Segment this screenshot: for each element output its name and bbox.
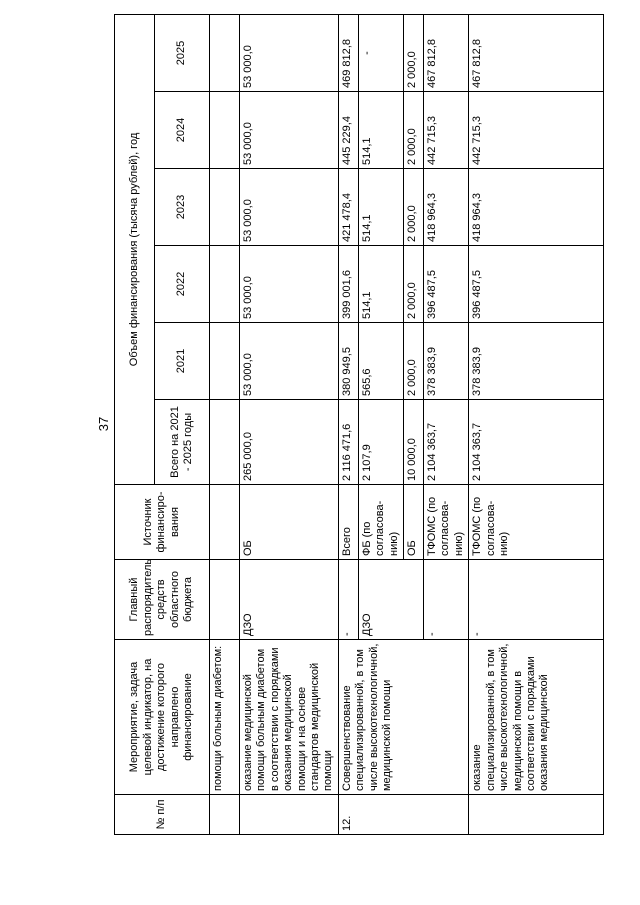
- cell-source: ОБ: [240, 485, 339, 560]
- cell-manager: -: [469, 560, 604, 640]
- cell-value: 53 000,0: [240, 92, 339, 169]
- cell-value: 2 000,0: [404, 169, 424, 246]
- table-row: [240, 14, 339, 834]
- col-header-num: № п/п: [115, 795, 210, 835]
- cell-value: 445 229,4: [338, 92, 358, 169]
- cell-event: помощи больным диабетом:: [210, 640, 240, 795]
- col-header-year: 2023: [155, 169, 210, 246]
- cell-value: [210, 169, 240, 246]
- cell-value: 53 000,0: [240, 169, 339, 246]
- cell-total: 2 104 363,7: [424, 400, 469, 485]
- cell-value: 2 000,0: [404, 14, 424, 91]
- col-header-source: Источник финансиро-вания: [115, 485, 210, 560]
- cell-total: [210, 400, 240, 485]
- col-header-total: Всего на 2021 - 2025 годы: [155, 400, 210, 485]
- cell-total: 265 000,0: [240, 400, 339, 485]
- cell-value: 469 812,8: [338, 14, 358, 91]
- col-header-year: 2021: [155, 323, 210, 400]
- cell-manager: -: [338, 560, 358, 640]
- col-header-year: 2024: [155, 92, 210, 169]
- col-header-event: Мероприятие, задача целевой индикатор, на достижение которого направлено финансирование: [115, 640, 210, 795]
- cell-source: [210, 485, 240, 560]
- cell-manager: -: [424, 560, 469, 640]
- cell-event: оказание медицинской помощи больным диабетом в соответствии с порядками оказания медицинской помощи и на основе стандартов медицинской помощи: [240, 640, 339, 795]
- col-header-year: 2022: [155, 246, 210, 323]
- cell-value: 467 812,8: [424, 14, 469, 91]
- table-row: [338, 14, 358, 834]
- cell-total: 2 116 471,6: [338, 400, 358, 485]
- table-row: [469, 14, 604, 834]
- cell-value: [210, 14, 240, 91]
- cell-value: 418 964,3: [469, 169, 604, 246]
- header-row-1: [115, 14, 155, 834]
- col-header-manager: Главный распорядитель средств областного бюджета: [115, 560, 210, 640]
- cell-value: [210, 92, 240, 169]
- cell-value: [210, 323, 240, 400]
- col-header-year: 2025: [155, 14, 210, 91]
- cell-value: 514,1: [358, 92, 403, 169]
- cell-source: ФБ (по согласова-нию): [358, 485, 403, 560]
- cell-value: 442 715,3: [469, 92, 604, 169]
- cell-value: 421 478,4: [338, 169, 358, 246]
- cell-value: 418 964,3: [424, 169, 469, 246]
- cell-num: 12.: [338, 795, 468, 835]
- page-number: 37: [96, 416, 111, 432]
- cell-event: Совершенствование специализированной, в том числе высокотехнологичной, медицинской помощи: [338, 640, 468, 795]
- cell-manager: [210, 560, 240, 640]
- cell-value: 396 487,5: [469, 246, 604, 323]
- cell-source: ОБ: [404, 485, 424, 560]
- cell-value: 378 383,9: [424, 323, 469, 400]
- cell-value: 2 000,0: [404, 92, 424, 169]
- col-header-volume: Объем финансирования (тысяча рублей), год: [115, 14, 155, 484]
- cell-value: 442 715,3: [424, 92, 469, 169]
- cell-value: 467 812,8: [469, 14, 604, 91]
- cell-value: 399 001,6: [338, 246, 358, 323]
- cell-value: 2 000,0: [404, 246, 424, 323]
- cell-value: 396 487,5: [424, 246, 469, 323]
- cell-value: 53 000,0: [240, 246, 339, 323]
- cell-value: 53 000,0: [240, 14, 339, 91]
- cell-total: 10 000,0: [404, 400, 424, 485]
- financing-table: [114, 14, 604, 835]
- cell-value: 378 383,9: [469, 323, 604, 400]
- cell-event: оказание специализированной, в том числе высокотехнологичной, медицинской помощи в соответствии с порядками оказания медицинской: [469, 640, 604, 795]
- cell-total: 2 107,9: [358, 400, 403, 485]
- cell-source: Всего: [338, 485, 358, 560]
- cell-manager: ДЗО: [358, 560, 423, 640]
- cell-value: 565,6: [358, 323, 403, 400]
- cell-value: -: [358, 14, 403, 91]
- cell-value: 514,1: [358, 246, 403, 323]
- cell-value: 53 000,0: [240, 323, 339, 400]
- cell-manager: ДЗО: [240, 560, 339, 640]
- cell-value: [210, 246, 240, 323]
- cell-total: 2 104 363,7: [469, 400, 604, 485]
- cell-num: [469, 795, 604, 835]
- rotated-table-wrapper: [114, 15, 604, 835]
- cell-source: ТФОМС (по согласова-нию): [469, 485, 604, 560]
- cell-value: 2 000,0: [404, 323, 424, 400]
- cell-num: [210, 795, 240, 835]
- cell-source: ТФОМС (по согласова-нию): [424, 485, 469, 560]
- cell-value: 514,1: [358, 169, 403, 246]
- cell-value: 380 949,5: [338, 323, 358, 400]
- cell-num: [240, 795, 339, 835]
- table-row: [210, 14, 240, 834]
